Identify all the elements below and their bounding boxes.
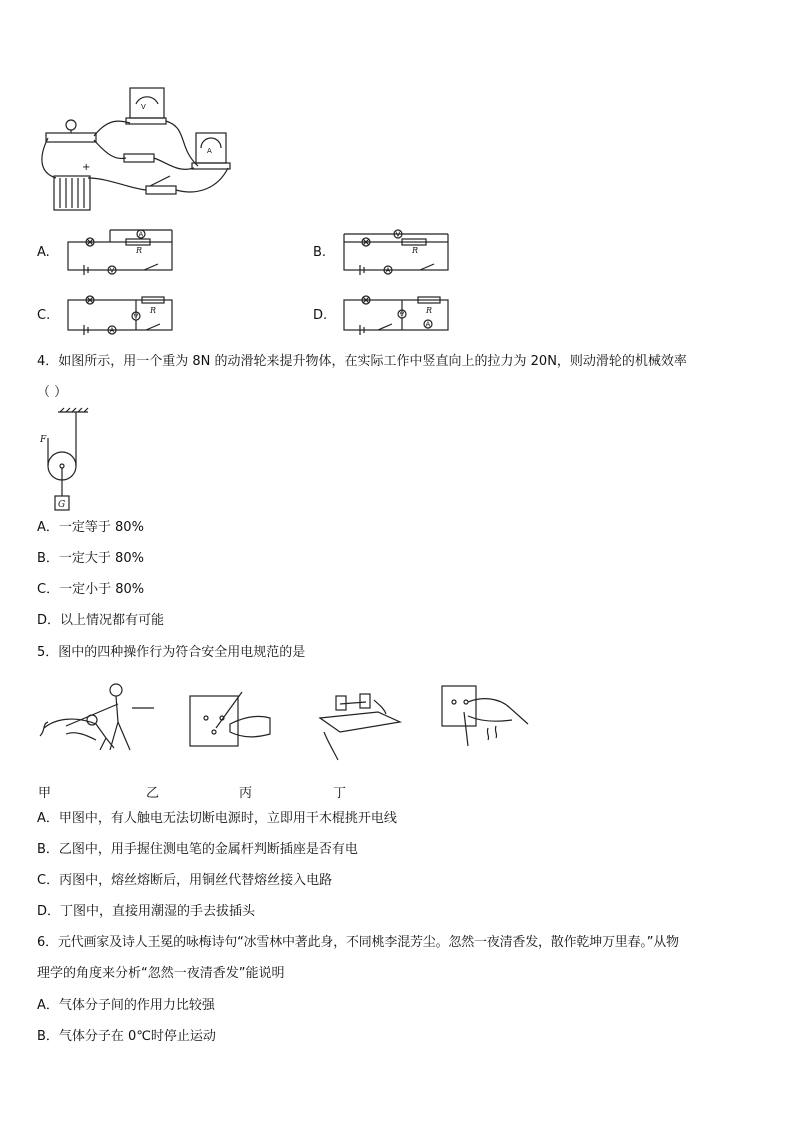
ammeter-letter: A: [109, 326, 115, 335]
q3-option-b-label: B.: [313, 245, 327, 260]
voltmeter-letter: V: [133, 312, 139, 321]
ammeter-letter: A: [385, 266, 391, 275]
resistor-letter: R: [136, 246, 143, 255]
q5-option-b: B．乙图中，用手握住测电笔的金属杆判断插座是否有电: [37, 842, 358, 857]
q6-option-a: A．气体分子间的作用力比较强: [37, 998, 215, 1013]
q4-stem: 4．如图所示，用一个重为 8N 的动滑轮来提升物体，在实际工作中竖直向上的拉力为 20N，则动滑轮的机械效率: [37, 354, 687, 369]
q5-option-c: C．丙图中，熔丝熔断后，用铜丝代替熔丝接入电路: [37, 873, 333, 888]
voltmeter-letter: V: [399, 310, 405, 319]
illustration-yi-test-pen: [186, 688, 276, 754]
voltmeter-letter: V: [141, 103, 146, 111]
caption-bing: 丙: [239, 786, 253, 801]
q3-option-a-circuit: [66, 230, 176, 276]
q3-option-b-circuit: [342, 228, 452, 276]
resistor-letter: R: [412, 246, 419, 255]
weight-label: G: [58, 500, 66, 510]
ammeter-letter: A: [138, 230, 144, 239]
voltmeter-letter: V: [395, 230, 401, 239]
illustration-ding-wet-hand: [438, 682, 530, 752]
q6-stem-line2: 理学的角度来分析“忽然一夜清香发”能说明: [37, 966, 285, 981]
q3-option-d-label: D.: [313, 308, 328, 323]
q5-option-a: A．甲图中，有人触电无法切断电源时，立即用干木棍挑开电线: [37, 811, 397, 826]
q5-stem: 5．图中的四种操作行为符合安全用电规范的是: [37, 645, 306, 660]
ammeter-letter: A: [425, 320, 431, 329]
caption-yi: 乙: [146, 786, 160, 801]
ammeter-letter: A: [207, 147, 212, 155]
q3-option-c-circuit: [66, 296, 176, 336]
q4-paren: （ ）: [37, 385, 68, 400]
q3-option-d-circuit: [342, 296, 452, 336]
physical-circuit-figure: [38, 78, 238, 218]
plus-sign: +: [82, 162, 91, 173]
force-label: F: [40, 435, 47, 445]
q4-option-d: D．以上情况都有可能: [37, 613, 165, 628]
q5-option-d: D．丁图中，直接用潮湿的手去拔插头: [37, 904, 256, 919]
q3-option-a-label: A.: [37, 245, 50, 260]
q3-option-c-label: C.: [37, 308, 51, 323]
caption-jia: 甲: [38, 786, 52, 801]
q4-option-a: A．一定等于 80%: [37, 520, 144, 535]
q4-option-b: B．一定大于 80%: [37, 551, 144, 566]
caption-ding: 丁: [333, 786, 347, 801]
voltmeter-letter: V: [109, 266, 115, 275]
movable-pulley-figure: [38, 408, 98, 514]
illustration-jia-rescue: [36, 678, 156, 754]
q4-option-c: C．一定小于 80%: [37, 582, 145, 597]
q6-stem-line1: 6．元代画家及诗人王冕的咏梅诗句“冰雪林中著此身，不同桃李混芳尘。忽然一夜清香发，散作乾坤万里春。”从物: [37, 935, 679, 950]
illustration-bing-fuse: [314, 682, 404, 762]
resistor-letter: R: [426, 306, 433, 315]
resistor-letter: R: [150, 306, 157, 315]
q6-option-b: B．气体分子在 0℃时停止运动: [37, 1029, 216, 1044]
